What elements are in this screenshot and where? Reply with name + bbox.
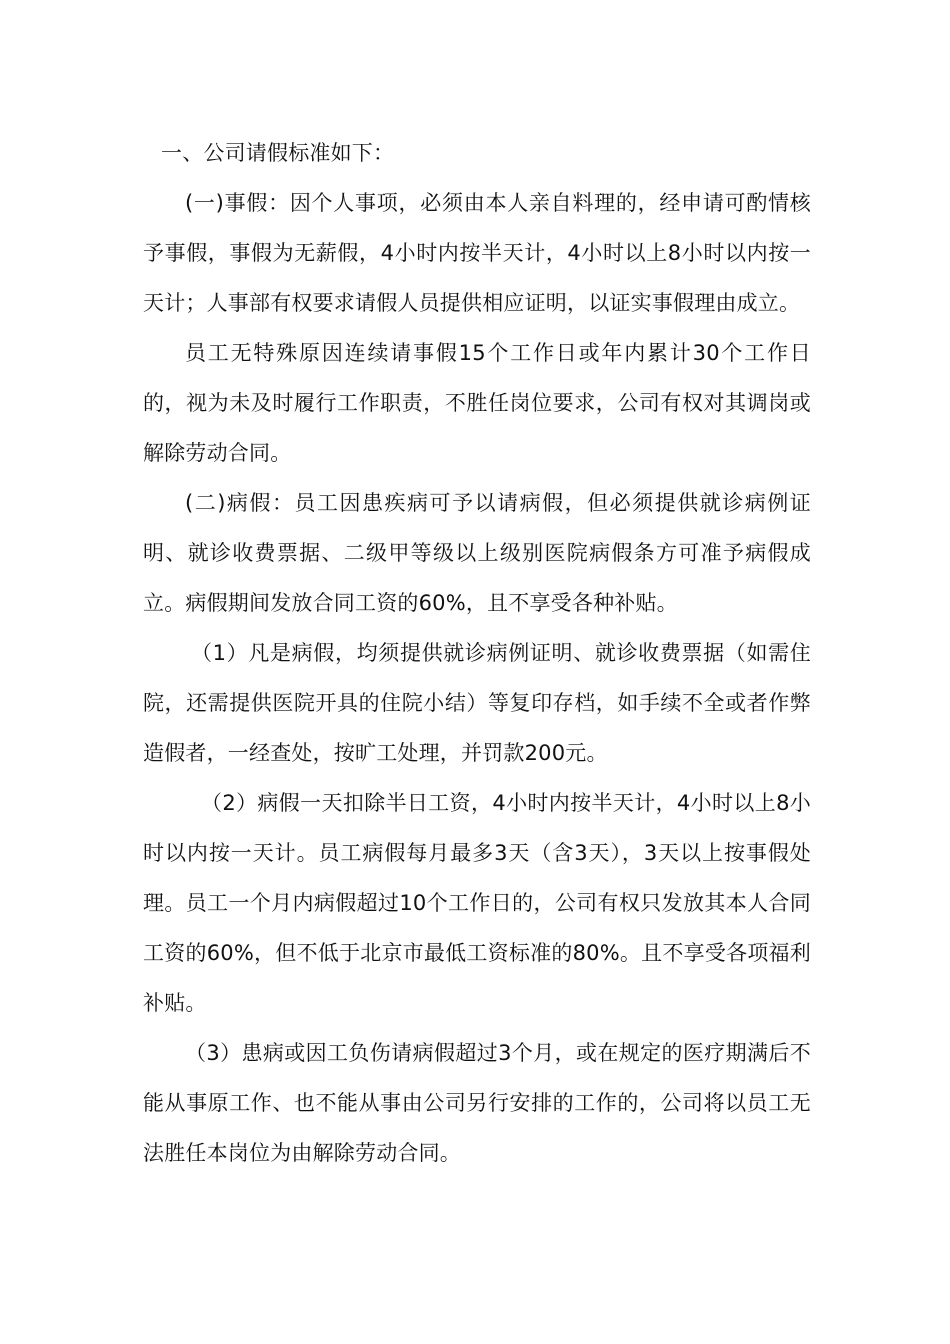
paragraph-personal-leave-limit: 员工无特殊原因连续请事假15个工作日或年内累计30个工作日的，视为未及时履行工作职责，不胜任岗位要求，公司有权对其调岗或解除劳动合同。 <box>143 341 811 465</box>
paragraph-sick-leave-item-3: （3）患病或因工负伤请病假超过3个月，或在规定的医疗期满后不能从事原工作、也不能从事由公司另行安排的工作的，公司将以员工无法胜任本岗位为由解除劳动合同。 <box>143 1041 811 1165</box>
paragraph-sick-leave-item-1: （1）凡是病假，均须提供就诊病例证明、就诊收费票据（如需住院，还需提供医院开具的住院小结）等复印存档，如手续不全或者作弊造假者，一经查处，按旷工处理，并罚款200元。 <box>143 641 811 765</box>
paragraph-personal-leave: (一)事假：因个人事项，必须由本人亲自料理的，经申请可酌情核予事假，事假为无薪假，4小时内按半天计，4小时以上8小时以内按一天计；人事部有权要求请假人员提供相应证明，以证实事假理由成立。 <box>143 191 811 315</box>
paragraph-sick-leave: (二)病假：员工因患疾病可予以请病假，但必须提供就诊病例证明、就诊收费票据、二级甲等级以上级别医院病假条方可准予病假成立。病假期间发放合同工资的60%，且不享受各种补贴。 <box>143 491 811 615</box>
section-heading: 一、公司请假标准如下： <box>161 141 395 165</box>
paragraph-sick-leave-item-2: （2）病假一天扣除半日工资，4小时内按半天计，4小时以上8小时以内按一天计。员工病假每月最多3天（含3天），3天以上按事假处理。员工一个月内病假超过10个工作日的，公司有权只发放其本人合同工资的60%，但不低于北京市最低工资标准的80%。且不享受各项福利补贴。 <box>143 791 811 1015</box>
document-body <box>143 128 811 1178</box>
